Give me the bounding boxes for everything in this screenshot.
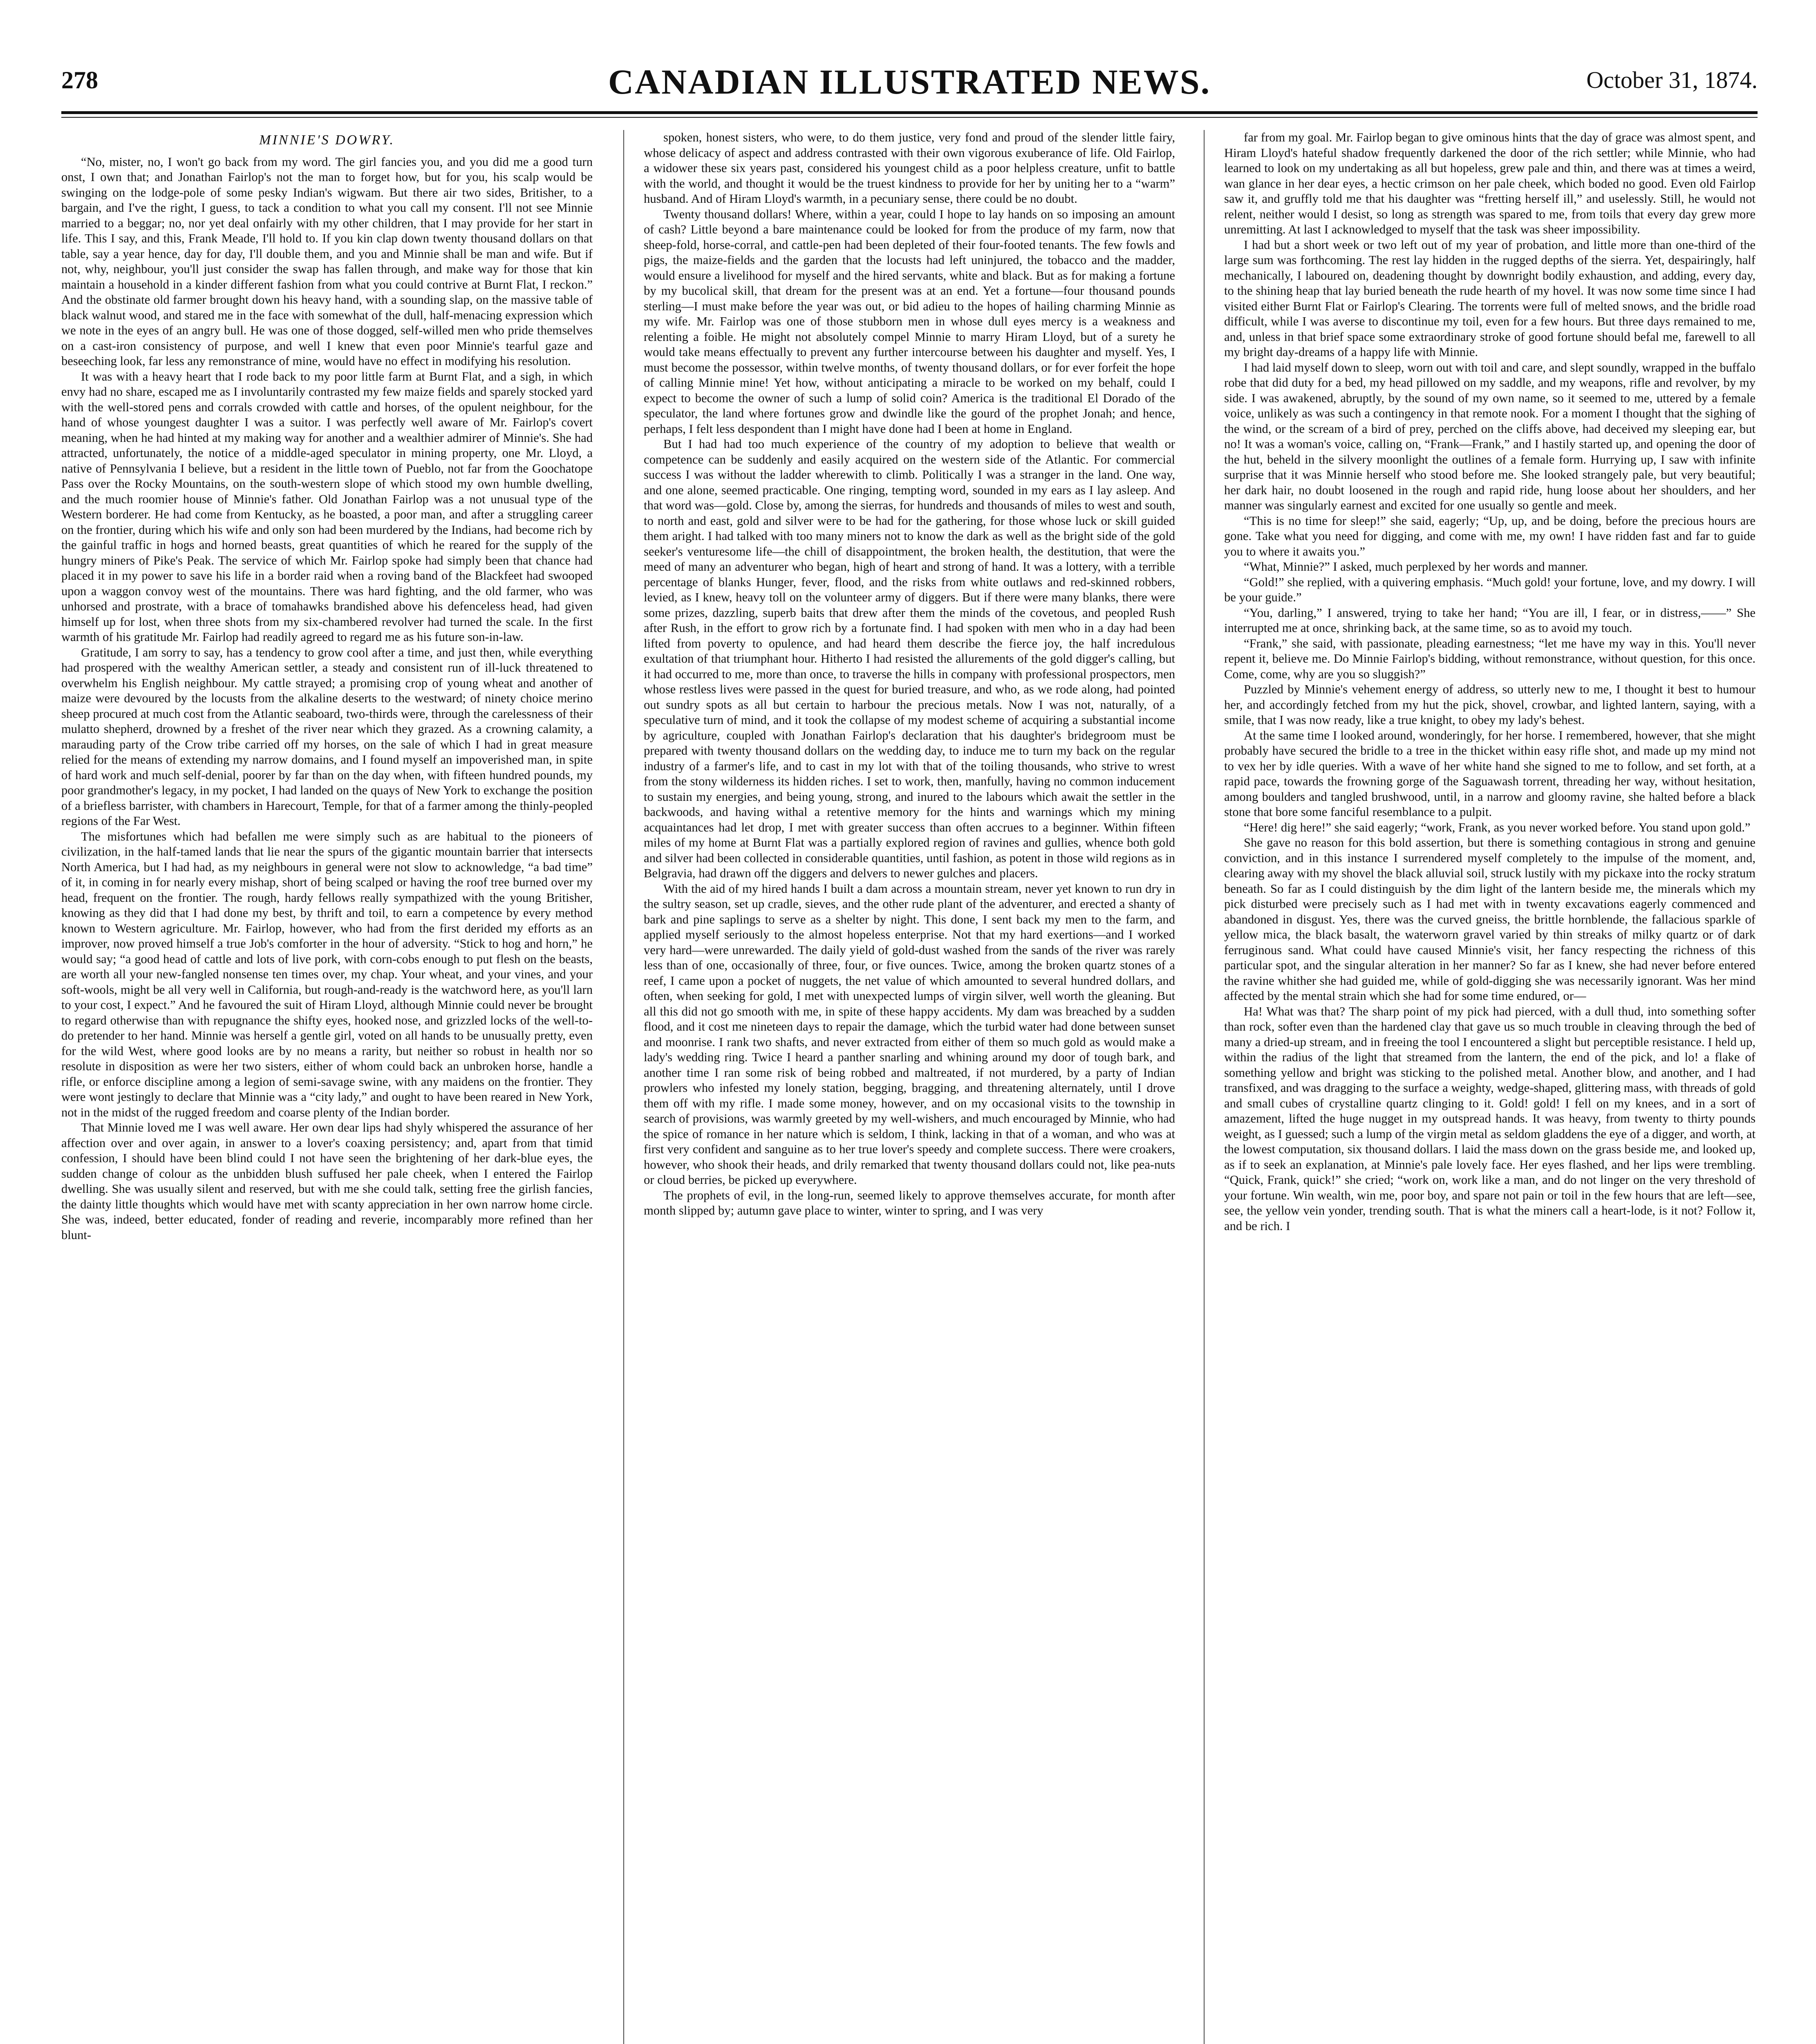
paragraph: With the aid of my hired hands I built a dam across a mountain stream, never yet known to run dry in the sultry season, set up cradle, sieves, and the other rude plant of the adventurer, and erected a shanty of bark and pine saplings to serve as a shelter by night. This done, I sent back my men to the farm, and applied myself seriously to the almost hopeless enterprise. Not that my hard exertions—and I worked very hard—were unrewarded. The daily yield of gold-dust washed from the sands of the river was rarely less than of one, occasionally of three, four, or five ounces. Twice, among the broken quartz stones of a reef, I came upon a pocket of nuggets, the net value of which amounted to several hundred dollars, and often, when seeking for gold, I met with unexpected lumps of virgin silver, well worth the gleaning. But all this did not go smooth with me, in spite of these happy accidents. My dam was breached by a sudden flood, and it cost me nineteen days to repair the damage, which the turbid water had done between sunset and moonrise. I rank two shafts, and never extracted from either of them so much gold as would make a lady's wedding ring. Twice I heard a panther snarling and whining around my door of tough bark, and another time I ran some risk of being robbed and maltreated, if not murdered, by a party of Indian prowlers who infested my lonely station, begging, bragging, and threatening alternately, until I drove them off with my rifle. I made some money, however, and on my occasional visits to the township in search of provisions, was warmly greeted by my well-wishers, and much encouraged by Minnie, who had the spice of romance in her nature which is seldom, I think, lacking in that of a woman, and who was at first very confident and sanguine as to her true lover's speedy and complete success. There were croakers, however, who shook their heads, and drily remarked that twenty thousand dollars could not, like pea-nuts or cloud berries, be picked up everywhere. xyxy=(644,881,1175,1187)
paragraph: spoken, honest sisters, who were, to do them justice, very fond and proud of the slender little fairy, whose delicacy of aspect and address contrasted with their own vigorous exuberance of life. Old Fairlop, a widower these six years past, considered his youngest child as a poor helpless creature, unfit to battle with the world, and thought it would be the truest kindness to provide for her by uniting her to a “warm” husband. And of Hiram Lloyd's warmth, in a pecuniary sense, there could be no doubt. xyxy=(644,130,1175,206)
paragraph: It was with a heavy heart that I rode back to my poor little farm at Burnt Flat, and a sigh, in which envy had no share, escaped me as I involuntarily contrasted my few maize fields and sparely stocked yard with the well-stored pens and corrals crowded with cattle and horses, of the opulent neighbour, for the hand of whose youngest daughter I was a suitor. I was perfectly well aware of Mr. Fairlop's covert meaning, when he had hinted at my making way for another and a wealthier admirer of Minnie's. She had attracted, unfortunately, the notice of a middle-aged speculator in mining property, one Mr. Lloyd, a native of Pennsylvania I believe, but a resident in the little town of Pueblo, not far from the Goochatope Pass over the Rocky Mountains, on the south-western slope of which stood my own humble dwelling, and the much roomier house of Minnie's father. Old Jonathan Fairlop was a not unusual type of the Western borderer. He had come from Kentucky, as he boasted, a poor man, and after a struggling career on the frontier, during which his wife and only son had been murdered by the Indians, had become rich by the gainful traffic in hogs and horned beasts, great quantities of which he reared for the supply of the hungry miners of Pike's Peak. The service of which Mr. Fairlop spoke had simply been that chance had placed it in my power to save his life in a border raid when a roving band of the Blackfeet had swooped upon a waggon convoy west of the mountains. There was hard fighting, and the old farmer, who was unhorsed and prostrate, with a brace of tomahawks brandished above his defenceless head, had given himself up for lost, when three shots from my six-chambered revolver had turned the scale. In the first warmth of his gratitude Mr. Fairlop had readily agreed to regard me as his future son-in-law. xyxy=(61,369,593,644)
paragraph: I had but a short week or two left out of my year of probation, and little more than one-third of the large sum was forthcoming. The rest lay hidden in the rugged depths of the sierra. Yet, despairingly, half mechanically, I laboured on, deadening thought by downright bodily exhaustion, and adding, every day, to the shining heap that lay buried beneath the rude hearth of my hovel. It was now some time since I had visited either Burnt Flat or Fairlop's Clearing. The torrents were full of melted snows, and the bridle road difficult, while I was averse to discontinue my toil, even for a few hours. But three days remained to me, and, unless in that brief space some extraordinary stroke of good fortune should befal me, farewell to all my bright day-dreams of a happy life with Minnie. xyxy=(1224,238,1756,359)
paragraph: “Here! dig here!” she said eagerly; “work, Frank, as you never worked before. You stand upon gold.” xyxy=(1244,820,1751,834)
paragraph: Twenty thousand dollars! Where, within a year, could I hope to lay hands on so imposing an amount of cash? Little beyond a bare maintenance could be looked for from the produce of my farm, now that sheep-fold, horse-corral, and cattle-pen had been depleted of their four-footed tenants. The few fowls and pigs, the maize-fields and the garden that the locusts had left uninjured, the tobacco and the madder, would ensure a livelihood for myself and the hired servants, white and black. But as for making a fortune by my bucolical skill, that dream for the present was at an end. Yet a fortune—four thousand pounds sterling—I must make before the year was out, or bid adieu to the hopes of hailing charming Minnie as my wife. Mr. Fairlop was one of those stubborn men in whose dull eyes mercy is a weakness and relenting a foible. He might not absolutely compel Minnie to marry Hiram Lloyd, but of a surety he would take means effectually to prevent any further intercourse between his daughter and myself. Yes, I must become the possessor, within twelve months, of twenty thousand dollars, or for ever forfeit the hope of calling Minnie mine! Yet how, without anticipating a miracle to be worked on my behalf, could I expect to become the owner of such a lump of solid coin? America is the traditional El Dorado of the speculator, the land where fortunes grow and dwindle like the gourd of the prophet Jonah; and hence, perhaps, I felt less despondent than I might have done had I been at home in England. xyxy=(644,207,1175,436)
paragraph: “What, Minnie?” I asked, much perplexed by her words and manner. xyxy=(1244,560,1588,574)
paragraph: Puzzled by Minnie's vehement energy of address, so utterly new to me, I thought it best to humour her, and accordingly fetched from my hut the pick, shovel, crowbar, and lighted lantern, saying, with a smile, that I was now ready, like a true knight, to obey my lady's behest. xyxy=(1224,682,1756,727)
issue-date: October 31, 1874. xyxy=(1586,67,1758,93)
paragraph: The misfortunes which had befallen me were simply such as are habitual to the pioneers of civilization, in the half-tamed lands that lie near the spurs of the gigantic mountain barrier that intersects North America, but I had had, as my neighbours in general were not slow to acknowledge, “a bad time” of it, in coming in for nearly every mishap, short of being scalped or having the roof tree burned over my head, frequent on the frontier. The rough, hardy fellows really sympathized with the young Britisher, knowing as they did that I had done my best, by thrift and toil, to earn a competence by every method known to Western agriculture. Mr. Fairlop, however, who had from the first derided my efforts as an improver, now proved himself a true Job's comforter in the hour of adversity. “Stick to hog and horn,” he would say; “a good head of cattle and lots of live pork, with corn-cobs enough to put flesh on the beasts, are worth all your new-fangled nonsense ten times over, my chap. Your wheat, and your vines, and your soft-wools, might be all very well in California, but rough-and-ready is the watchword here, as you'll larn to your cost, I expect.” And he favoured the suit of Hiram Lloyd, although Minnie could never be brought to regard otherwise than with repugnance the shifty eyes, hooked nose, and grizzled locks of the well-to-do pretender to her hand. Minnie was herself a gentle girl, voted on all hands to be unusually pretty, even for the wild West, where good looks are by no means a rarity, but neither so robust in health nor so resolute in disposition as were her two sisters, either of whom could back an unbroken horse, handle a rifle, or enforce discipline among a legion of semi-savage swine, with any maidens on the frontier. They were wont jestingly to declare that Minnie was a “city lady,” and ought to have been reared in New York, not in the midst of the rugged freedom and coarse plenty of the Indian border. xyxy=(61,829,593,1119)
column-2 xyxy=(644,130,1175,2044)
masthead xyxy=(61,61,1758,106)
paragraph: That Minnie loved me I was well aware. Her own dear lips had shyly whispered the assurance of her affection over and over again, in answer to a lover's coaxing persistency; and, apart from that timid confession, I should have been blind could I not have seen the brightening of her dark-blue eyes, the sudden change of colour as the unbidden blush suffused her pale cheek, when I entered the Fairlop dwelling. She was usually silent and reserved, but with me she could talk, setting free the girlish fancies, the dainty little thoughts which would have met with scanty appreciation in her own narrow home circle. She was, indeed, better educated, fonder of reading and reverie, incomparably more refined than her blunt- xyxy=(61,1121,593,1242)
paragraph: “No, mister, no, I won't go back from my word. The girl fancies you, and you did me a good turn onst, I own that; and Jonathan Fairlop's not the man to forget how, but for you, his scalp would be swinging on the lodge-pole of some pesky Indian's wigwam. But there air two sides, Britisher, to a bargain, and I've the right, I guess, to tack a condition to what you call my consent. I'll not see Minnie married to a beggar; no, nor yet deal onfairly with my other children, that I may provide for her start in life. This I say, and this, Frank Meade, I'll hold to. If you kin clap down twenty thousand dollars on that table, say a year hence, day for day, I'll double them, and you and Minnie shall be man and wife. But if not, why, neighbour, you'll just consider the swap has fallen through, and make way for those that kin maintain a household in a kinder different fashion from what you could contrive at Burnt Flat, I reckon.” And the obstinate old farmer brought down his heavy hand, with a sounding slap, on the massive table of black walnut wood, and stared me in the face with somewhat of the dull, half-menacing expression which we note in the eyes of an angry bull. He was one of those dogged, self-willed men who pride themselves on a cast-iron consistency of purpose, and well I knew that even poor Minnie's tearful gaze and beseeching look, far less any remonstrance of mine, would have no effect in modifying his resolution. xyxy=(61,155,593,368)
masthead-rule xyxy=(61,111,1758,114)
column-3 xyxy=(1224,130,1756,2044)
column-divider xyxy=(1204,130,1205,2044)
paragraph: Gratitude, I am sorry to say, has a tendency to grow cool after a time, and just then, while everything had prospered with the wealthy American settler, a steady and consistent run of ill-luck threatened to overwhelm his English neighbour. My cattle strayed; a promising crop of young wheat and another of maize were devoured by the locusts from the alkaline deserts to the westward; of ninety choice merino sheep procured at much cost from the Atlantic seaboard, two-thirds were, through the carelessness of their mulatto shepherd, drowned by a freshet of the river near which they grazed. As a crowning calamity, a marauding party of the Crow tribe carried off my horses, on the sale of which I had in great measure relied for the means of extending my narrow domains, and I found myself an impoverished man, in spite of hard work and much self-denial, poorer by far than on the day when, with fifteen hundred pounds, my poor grandmother's legacy, in my pocket, I had landed on the quays of New York to exchange the position of a briefless barrister, with chambers in Harecourt, Temple, for that of a farmer among the thinly-peopled regions of the Far West. xyxy=(61,645,593,828)
paragraph: I had laid myself down to sleep, worn out with toil and care, and slept soundly, wrapped in the buffalo robe that did duty for a bed, my head pillowed on my saddle, and my weapons, rifle and revolver, by my side. I was awakened, abruptly, by the sound of my own name, so it seemed to me, uttered by a female voice, unlikely as was such a contingency in that remote nook. For a moment I thought that the sighing of the wind, or the scream of a bird of prey, perched on the cliffs above, had deceived my sleeping ear, but no! It was a woman's voice, calling on, “Frank—Frank,” and I hastily started up, and opening the door of the hut, beheld in the silvery moonlight the outlines of a female form. Hurrying up, I saw with infinite surprise that it was Minnie herself who stood before me. She looked strangely pale, but very beautiful; her dark hair, no doubt loosened in the rough and rapid ride, hung loose about her shoulders, and her manner was singularly earnest and excited for one usually so gentle and meek. xyxy=(1224,360,1756,512)
paragraph: She gave no reason for this bold assertion, but there is something contagious in strong and genuine conviction, and in this instance I surrendered myself completely to the impulse of the moment, and, clearing away with my shovel the black alluvial soil, struck lustily with my pickaxe into the rocky stratum beneath. So far as I could distinguish by the dim light of the lantern beside me, the minerals which my pick disturbed were precisely such as I had met with in twenty excavations eagerly commenced and abandoned in disgust. Yes, there was the curved gneiss, the brittle hornblende, the fallacious sparkle of yellow mica, the black basalt, the waterworn gravel varied by thin streaks of milky quartz or of dark ferruginous sand. What could have caused Minnie's visit, her fancy respecting the richness of this particular spot, and the singular alteration in her manner? So far as I knew, she had never before entered the ravine whither she had guided me, while of gold-digging she was necessarily ignorant. Was her mind affected by the mental strain which she had for some time endured, or— xyxy=(1224,836,1756,1003)
paragraph: far from my goal. Mr. Fairlop began to give ominous hints that the day of grace was almost spent, and Hiram Lloyd's hateful shadow frequently darkened the door of the rich settler; while Minnie, who had learned to look on my undertaking as all but hopeless, grew pale and thin, and there was at times a weird, wan glance in her dear eyes, a hectic crimson on her pale cheek, which boded no good. Even old Fairlop saw it, and gruffly told me that his daughter was “fretting herself ill,” and uselessly. Still, he would not relent, neither would I desist, so long as strength was spared to me, from toils that every day grew more unremitting. At last I acknowledged to myself that the task was sheer impossibility. xyxy=(1224,130,1756,236)
page-number: 278 xyxy=(61,67,98,94)
column-1 xyxy=(61,130,593,2044)
paragraph: But I had had too much experience of the country of my adoption to believe that wealth or competence can be suddenly and easily acquired on the western side of the Atlantic. For commercial success I was without the ladder wherewith to climb. Politically I was a stranger in the land. One way, and one alone, seemed practicable. One ringing, tempting word, sounded in my ears as I lay asleep. And that word was—gold. Close by, among the sierras, for hundreds and thousands of miles to west and south, to north and east, gold and silver were to be had for the gathering, for those whose luck or skill guided them aright. I had talked with too many miners not to know the dark as well as the bright side of the gold seeker's venturesome life—the chill of disappointment, the broken health, the destitution, that were the meed of many an adventurer who began, high of heart and strong of hand. It was a lottery, with a terrible percentage of blanks Hunger, fever, flood, and the risks from white outlaws and red-skinned robbers, levied, as I knew, heavy toll on the volunteer army of diggers. But if there were many blanks, there were some prizes, dazzling, superb baits that drew after them the minds of the covetous, and peopled Rush after Rush, in the effort to grow rich by a fortunate find. I had spoken with men who in a day had been lifted from poverty to opulence, and had heard them describe the fierce joy, the half incredulous exultation of that triumphant hour. Hitherto I had resisted the allurements of the gold digger's calling, but it had occurred to me, more than once, to traverse the hills in company with professional prospectors, men whose restless lives were passed in the quest for buried treasure, and who, as we rode along, had pointed out sundry spots as all but certain to harbour the precious metals. Now I was not, naturally, of a speculative turn of mind, and it took the collapse of my modest scheme of acquiring a substantial income by agriculture, coupled with Jonathan Fairlop's declaration that his daughter's bridegroom must be prepared with twenty thousand dollars on the wedding day, to induce me to turn my back on the regular industry of a farmer's life, and to cast in my lot with that of the toiling thousands, who strive to wrest from the stony wilderness its hidden riches. I set to work, then, manfully, having no common inducement to sustain my energies, and being young, strong, and inured to the labours which await the settler in the backwoods, and having withal a retentive memory for the hints and warnings which my mining acquaintances had let drop, I met with greater success than often accrues to a beginner. Within fifteen miles of my home at Burnt Flat was a partially explored region of ravines and gullies, whence both gold and silver had been collected in considerable quantities, until fashion, as potent in those wild regions as in Belgravia, had drawn off the diggers and delvers to newer gulches and placers. xyxy=(644,437,1175,880)
masthead-rule-thin xyxy=(61,117,1758,118)
publication-title: CANADIAN ILLUSTRATED NEWS. xyxy=(608,62,1211,101)
paragraph: “This is no time for sleep!” she said, eagerly; “Up, up, and be doing, before the precious hours are gone. Take what you need for digging, and come with me, my own! I have ridden fast and far to guide you to where it awaits you.” xyxy=(1224,513,1756,558)
paragraph: The prophets of evil, in the long-run, seemed likely to approve themselves accurate, for month after month slipped by; autumn gave place to winter, winter to spring, and I was very xyxy=(644,1188,1175,1217)
paragraph: “Gold!” she replied, with a quivering emphasis. “Much gold! your fortune, love, and my dowry. I will be your guide.” xyxy=(1224,575,1756,604)
paragraph: “You, darling,” I answered, trying to take her hand; “You are ill, I fear, or in distress,——” She interrupted me at once, shrinking back, at the same time, so as to avoid my touch. xyxy=(1224,605,1756,635)
paragraph: Ha! What was that? The sharp point of my pick had pierced, with a dull thud, into something softer than rock, softer even than the hardened clay that gave us so much trouble in cleaving through the bed of many a dried-up stream, and in freeing the tool I encountered a slight but perceptible resistance. I held up, within the radius of the light that streamed from the lantern, the end of the pick, and lo! a flake of something yellow and bright was sticking to the polished metal. Another blow, and another, and I had transfixed, and was dragging to the surface a weighty, wedge-shaped, glittering mass, with threads of gold and small cubes of crystalline quartz clinging to it. Gold! gold! I fell on my knees, and in a sort of amazement, lifted the huge nugget in my outspread hands. It was heavy, from twenty to thirty pounds weight, as I guessed; such a lump of the virgin metal as seldom gladdens the eye of a digger, and worth, at the lowest computation, six thousand dollars. I laid the mass down on the grass beside me, and looked up, as if to seek an explanation, at Minnie's pale lovely face. Her eyes flashed, and her lips were trembling. “Quick, Frank, quick!” she cried; “work on, work like a man, and do not linger on the very threshold of your fortune. Win wealth, win me, poor boy, and spare not pain or toil in the few hours that are left—see, see, the yellow vein yonder, trending south. That is what the miners call a heart-lode, is it not? Follow it, and be rich. I xyxy=(1224,1004,1756,1233)
paragraph: At the same time I looked around, wonderingly, for her horse. I remembered, however, that she might probably have secured the bridle to a tree in the thicket within easy rifle shot, and made up my mind not to vex her by idle queries. With a wave of her white hand she signed to me to follow, and set forth, at a rapid pace, towards the frowning gorge of the Saguawash torrent, threading her way, without hesitation, among boulders and tangled brushwood, until, in a narrow and gloomy ravine, she halted before a black stone that bore some fanciful resemblance to a pulpit. xyxy=(1224,728,1756,819)
paragraph: “Frank,” she said, with passionate, pleading earnestness; “let me have my way in this. You'll never repent it, believe me. Do Minnie Fairlop's bidding, without remonstrance, without question, for this once. Come, come, why are you so sluggish?” xyxy=(1224,636,1756,681)
column-divider xyxy=(623,130,624,2044)
article-title: MINNIE'S DOWRY. xyxy=(259,132,395,148)
